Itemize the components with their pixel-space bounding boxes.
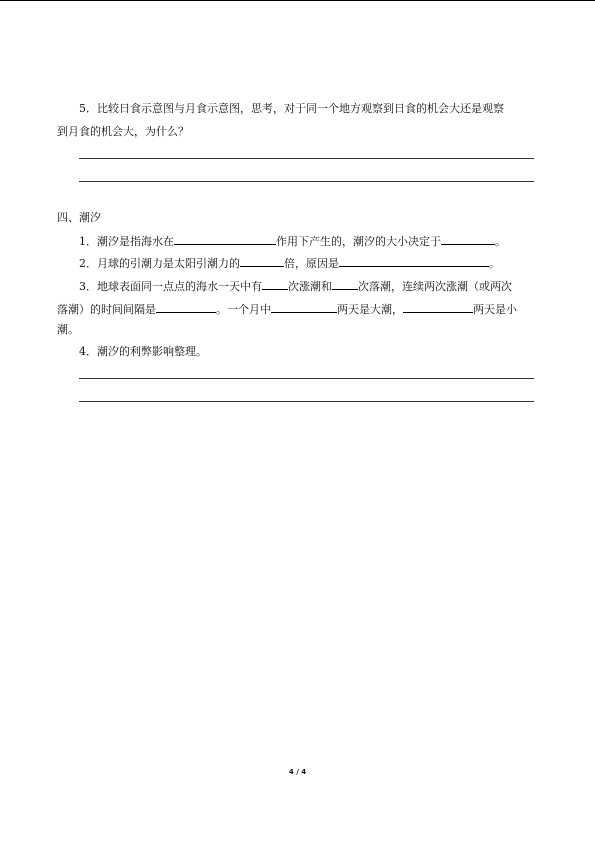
q3-text-b: 次涨潮和	[288, 280, 332, 293]
question-3-line-2	[57, 301, 517, 317]
question-5-line-1: 5．比较日食示意图与月食示意图，思考，对于同一个地方观察到日食的机会大还是观察	[79, 102, 504, 115]
question-4: 4．潮汐的利弊影响整理。	[79, 345, 207, 358]
fill-blank[interactable]	[156, 301, 216, 313]
question-5-line-2: 到月食的机会大，为什么？	[57, 125, 189, 138]
q2-text-a: 2．月球的引潮力是太阳引潮力的	[79, 257, 240, 270]
q2-text-b: 倍，原因是	[284, 257, 339, 270]
q3-text-c: 次落潮，连续两次涨潮（或两次	[358, 280, 512, 293]
question-1	[79, 233, 506, 249]
answer-line	[79, 401, 534, 402]
q3-text-a: 3．地球表面同一点点的海水一天中有	[79, 280, 262, 293]
q1-text-c: 。	[495, 235, 506, 248]
q3-text-g: 两天是小	[473, 303, 517, 316]
header-rule	[0, 0, 595, 1]
fill-blank[interactable]	[403, 301, 473, 313]
question-2	[79, 255, 500, 271]
q3-text-d: 落潮）的时间间隔是	[57, 303, 156, 316]
fill-blank[interactable]	[271, 301, 337, 313]
fill-blank[interactable]	[332, 278, 358, 290]
fill-blank[interactable]	[174, 233, 276, 245]
fill-blank[interactable]	[240, 255, 284, 267]
fill-blank[interactable]	[262, 278, 288, 290]
q1-text-a: 1．潮汐是指海水在	[79, 235, 174, 248]
answer-line	[79, 378, 534, 379]
answer-line	[79, 181, 534, 182]
question-3-line-1	[79, 278, 512, 294]
q1-text-b: 作用下产生的，潮汐的大小决定于	[276, 235, 441, 248]
section-heading: 四、潮汐	[57, 211, 101, 224]
fill-blank[interactable]	[441, 233, 495, 245]
fill-blank[interactable]	[339, 255, 489, 267]
page-number: 4 / 4	[288, 768, 307, 776]
q2-text-c: 。	[489, 257, 500, 270]
answer-line	[79, 158, 534, 159]
question-3-line-3: 潮。	[57, 323, 79, 336]
q3-text-e: 。一个月中	[216, 303, 271, 316]
q3-text-f: 两天是大潮，	[337, 303, 403, 316]
